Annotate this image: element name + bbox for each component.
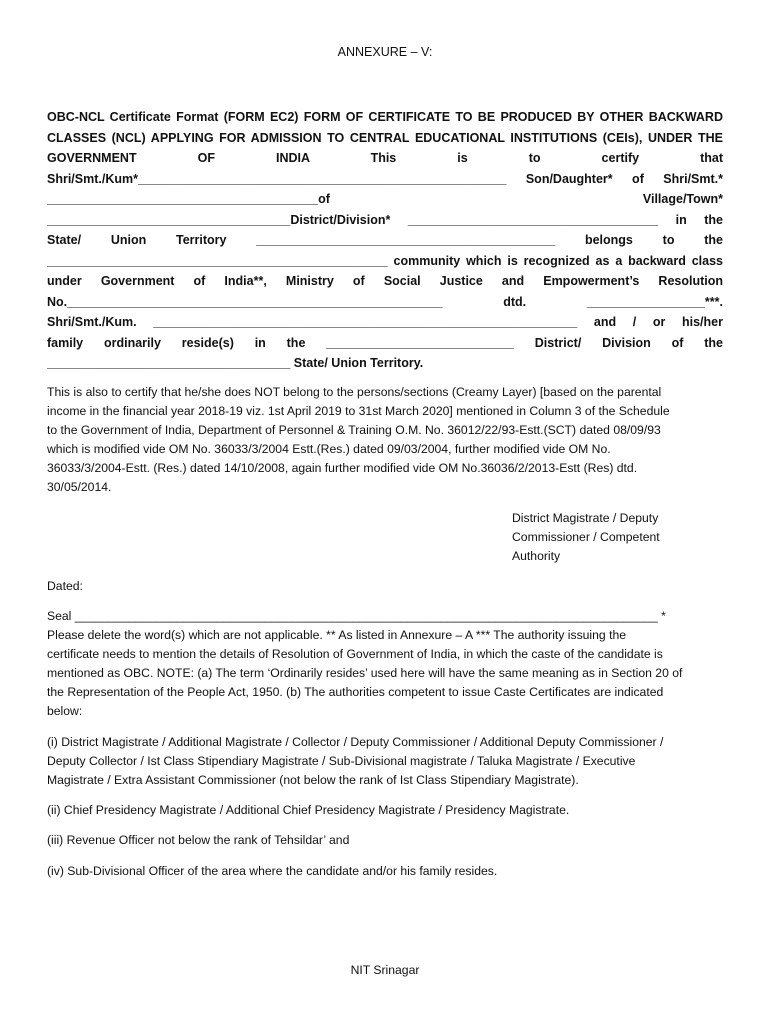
creamy-layer-paragraph xyxy=(47,383,723,497)
paragraph-line: income in the financial year 2018-19 viz. 1st April 2019 to 31st March 2020] mentioned in Column 3 of the Schedule xyxy=(47,404,670,418)
paragraph-line: certificate needs to mention the details of Resolution of Government of India, in which the caste of the candidate is xyxy=(47,647,663,661)
authority-list-iii: (iii) Revenue Officer not below the rank of Tehsildar’ and xyxy=(47,833,350,847)
signatory-line: Commissioner / Competent xyxy=(512,530,660,544)
page-footer: NIT Srinagar xyxy=(350,963,420,977)
form-line: Shri/Smt./Kum. _____________________________________________________________ and / or his/her xyxy=(47,315,723,329)
certificate-form-text xyxy=(47,107,723,374)
form-line: under Government of India**, Ministry of Social Justice and Empowerment’s Resolution xyxy=(47,274,723,288)
paragraph-line: 36033/3/2004-Estt. (Res.) dated 14/10/2008, again further modified vide OM No.36036/2/2013-Estt (Res) dtd. xyxy=(47,461,638,475)
signatory-line: Authority xyxy=(512,549,561,563)
paragraph-line: (i) District Magistrate / Additional Magistrate / Collector / Deputy Commissioner / Additional Deputy Commissioner / xyxy=(47,735,664,749)
authority-list-ii: (ii) Chief Presidency Magistrate / Additional Chief Presidency Magistrate / Presidency Magistrate. xyxy=(47,803,570,817)
paragraph-line: Deputy Collector / Ist Class Stipendiary Magistrate / Sub-Divisional magistrate / Taluka Magistrate / Executive xyxy=(47,754,636,768)
form-line: No.______________________________________________________ dtd. _________________***. xyxy=(47,294,723,309)
form-line: GOVERNMENT OF INDIA This is to certify that xyxy=(47,151,723,165)
paragraph-line: mentioned as OBC. NOTE: (a) The term ‘Ordinarily resides’ used here will have the same meaning as in Section 20 of xyxy=(47,666,683,680)
paragraph-line: This is also to certify that he/she does NOT belong to the persons/sections (Creamy Layer) [based on the parental xyxy=(47,385,662,399)
paragraph-line: Please delete the word(s) which are not applicable. ** As listed in Annexure – A *** The authority issuing the xyxy=(47,628,627,642)
dated-label: Dated: xyxy=(47,579,83,593)
form-line: State/ Union Territory ___________________________________________ belongs to the xyxy=(47,233,723,247)
authority-list-i xyxy=(47,733,723,790)
form-line: CLASSES (NCL) APPLYING FOR ADMISSION TO CENTRAL EDUCATIONAL INSTITUTIONS (CEIs), UNDER THE xyxy=(47,130,723,145)
notes-paragraph xyxy=(47,626,723,721)
seal-line: Seal ______________________________________________________________________________________ * xyxy=(47,609,666,623)
authority-list-iv: (iv) Sub-Divisional Officer of the area where the candidate and/or his family resides. xyxy=(47,864,498,878)
signatory-line: District Magistrate / Deputy xyxy=(512,511,659,525)
annexure-heading: ANNEXURE – V: xyxy=(337,45,433,59)
form-line: family ordinarily reside(s) in the ___________________________ District/ Division of the xyxy=(47,335,723,350)
paragraph-line: to the Government of India, Department of Personnel & Training O.M. No. 36012/22/93-Estt.(SCT) dated 08/09/93 xyxy=(47,423,661,437)
paragraph-line: Magistrate / Extra Assistant Commissioner (not below the rank of Ist Class Stipendiary Magistrate). xyxy=(47,773,579,787)
paragraph-line: 30/05/2014. xyxy=(47,480,112,494)
form-line: ___________________________________District/Division* ____________________________________ in the xyxy=(47,212,723,227)
paragraph-line: which is modified vide OM No. 36033/3/2004 Estt.(Res.) dated 09/03/2004, further modified vide OM No. xyxy=(47,442,611,456)
form-line: _______________________________________of Village/Town* xyxy=(47,192,723,206)
form-line: _________________________________________________ community which is recognized as a backward class xyxy=(47,253,723,268)
form-line: Shri/Smt./Kum*_____________________________________________________ Son/Daughter* of Shri/Smt.* xyxy=(47,171,723,186)
form-line: ___________________________________ State/ Union Territory. xyxy=(47,356,424,370)
paragraph-line: the Representation of the People Act, 1950. (b) The authorities competent to issue Caste Certificates are indicated xyxy=(47,685,664,699)
paragraph-line: below: xyxy=(47,704,83,718)
form-line: OBC-NCL Certificate Format (FORM EC2) FORM OF CERTIFICATE TO BE PRODUCED BY OTHER BACKWARD xyxy=(47,110,723,124)
signatory-block xyxy=(512,509,702,566)
